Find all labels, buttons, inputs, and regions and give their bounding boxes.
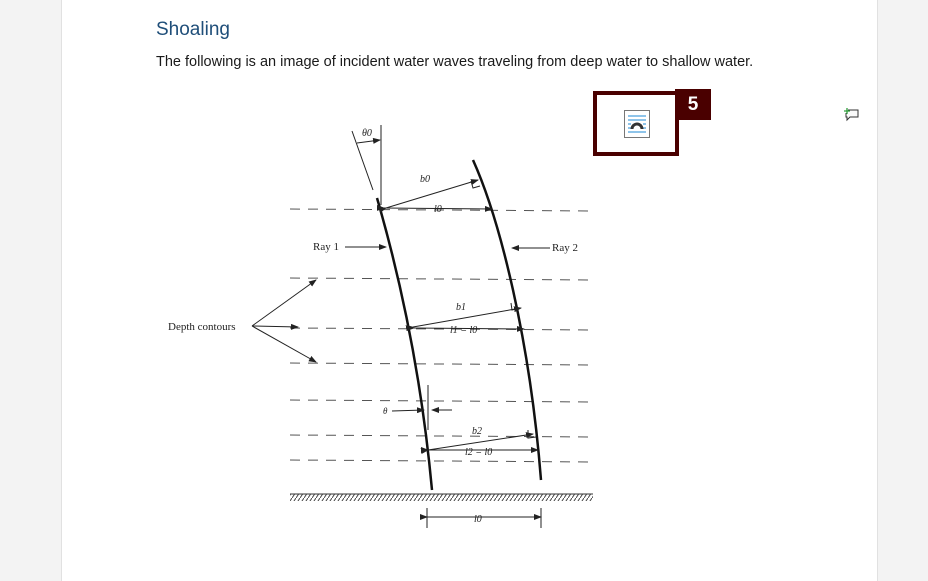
label-b0: b0 — [420, 174, 430, 185]
ray-1-wave-crest — [377, 198, 432, 490]
layout-options-button[interactable] — [593, 91, 679, 156]
label-depth-contours: Depth contours — [168, 321, 236, 333]
label-b2: b2 — [472, 426, 482, 437]
step-badge: 5 — [675, 89, 711, 120]
depth-contour — [290, 278, 595, 280]
label-ray-1: Ray 1 — [313, 241, 339, 253]
section-heading: Shoaling — [156, 19, 230, 40]
new-comment-icon — [843, 107, 861, 123]
label-theta: θ — [383, 406, 388, 416]
label-theta0: θ0 — [362, 128, 372, 139]
depth-contour — [290, 435, 595, 437]
label-l1: l1 = l0 — [450, 325, 478, 336]
label-l2: l2 = l0 — [465, 447, 493, 458]
depth-contour — [290, 400, 595, 402]
label-l0-bottom: l0 — [474, 514, 482, 525]
label-l0-top: l0 — [434, 204, 442, 215]
depth-contour — [290, 363, 595, 365]
layout-options-icon — [624, 110, 650, 138]
body-paragraph: The following is an image of incident water waves traveling from deep water to shallow water. — [156, 54, 754, 70]
new-comment-button[interactable] — [843, 107, 861, 128]
sea-bottom — [290, 494, 593, 501]
label-b1: b1 — [456, 302, 466, 313]
label-ray-2: Ray 2 — [552, 242, 578, 254]
depth-contour — [290, 460, 595, 462]
depth-contour — [290, 209, 595, 211]
shoaling-figure[interactable] — [160, 115, 610, 545]
ray-2-wave-crest — [473, 160, 541, 480]
